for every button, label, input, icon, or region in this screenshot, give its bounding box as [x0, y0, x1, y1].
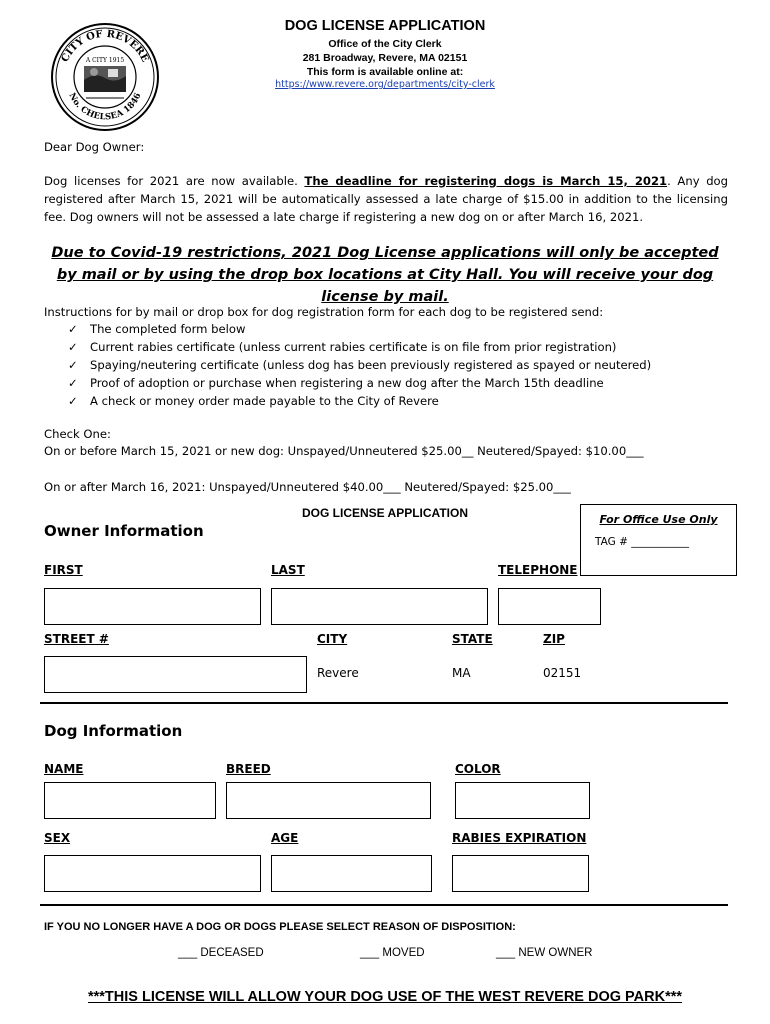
telephone-label: TELEPHONE: [498, 563, 578, 577]
sex-field[interactable]: [44, 855, 261, 892]
checkmark-icon: ✓: [68, 376, 78, 390]
age-field[interactable]: [271, 855, 432, 892]
checklist-item: [68, 338, 651, 356]
checkmark-icon: ✓: [68, 340, 78, 354]
online-note: This form is available online at:: [306, 66, 464, 78]
city-value: Revere: [317, 666, 359, 680]
dog-park-notice: ***THIS LICENSE WILL ALLOW YOUR DOG USE OF THE WEST REVERE DOG PARK***: [87, 989, 682, 1005]
street-label: STREET #: [44, 632, 109, 646]
section-divider: [40, 702, 728, 704]
last-name-field[interactable]: [271, 588, 488, 625]
intro-paragraph: [44, 172, 728, 226]
checkmark-icon: ✓: [68, 322, 78, 336]
checkmark-icon: ✓: [68, 358, 78, 372]
seal-inner-text: A CITY 1915: [85, 57, 125, 64]
last-name-label: LAST: [271, 563, 305, 577]
color-label: COLOR: [455, 762, 501, 776]
disposition-moved[interactable]: ___ MOVED: [360, 947, 425, 959]
office-name: Office of the City Clerk: [328, 38, 442, 50]
first-name-field[interactable]: [44, 588, 261, 625]
intro-text-start: Dog licenses for 2021 are now available.: [44, 174, 305, 188]
dog-info-heading: Dog Information: [44, 722, 183, 740]
checklist-item-text: Current rabies certificate (unless current rabies certificate is on file from prior registration): [90, 340, 617, 354]
instructions-intro: Instructions for by mail or drop box for dog registration form for each dog to be registered send:: [44, 305, 604, 319]
state-label: STATE: [452, 632, 493, 646]
street-field[interactable]: [44, 656, 307, 693]
form-title: DOG LICENSE APPLICATION: [301, 506, 468, 520]
checklist-item: [68, 392, 651, 410]
zip-value: 02151: [543, 666, 582, 680]
telephone-field[interactable]: [498, 588, 601, 625]
first-name-label: FIRST: [44, 563, 83, 577]
covid-notice: Due to Covid-19 restrictions, 2021 Dog License applications will only be accepted by mail or by using the drop box locations at City Hall. You will receive your dog license by mail.: [51, 245, 719, 305]
greeting: Dear Dog Owner:: [44, 140, 145, 154]
seal-bottom-text: No. CHELSEA 1846: [66, 91, 144, 123]
fee-line-before-deadline[interactable]: On or before March 15, 2021 or new dog: Unspayed/Unneutered $25.00__ Neutered/Spayed: $10.00___: [44, 444, 644, 458]
breed-field[interactable]: [226, 782, 431, 819]
page-title: DOG LICENSE APPLICATION: [284, 18, 486, 34]
city-label: CITY: [317, 632, 348, 646]
registration-deadline: The deadline for registering dogs is March 15, 2021: [304, 174, 668, 188]
checklist-item-text: A check or money order made payable to the City of Revere: [90, 394, 439, 408]
disposition-deceased[interactable]: ___ DECEASED: [178, 947, 264, 959]
state-value: MA: [452, 666, 471, 680]
age-label: AGE: [271, 831, 299, 845]
checklist-item: [68, 356, 651, 374]
city-seal: [50, 20, 160, 135]
dog-name-field[interactable]: [44, 782, 216, 819]
section-divider: [40, 904, 728, 906]
form-url-link[interactable]: https://www.revere.org/departments/city-clerk: [275, 79, 495, 90]
rabies-expiration-field[interactable]: [452, 855, 589, 892]
sex-label: SEX: [44, 831, 71, 845]
disposition-prompt: IF YOU NO LONGER HAVE A DOG OR DOGS PLEASE SELECT REASON OF DISPOSITION:: [44, 921, 516, 933]
office-use-label: For Office Use Only: [599, 513, 718, 526]
intro-text-end: . Any dog registered after March 15, 2021 will be automatically assessed a late charge of $15.00 in addition to the licensing fee. Dog owners will not be assessed a late charge if registering a new dog on or after March 16, 2021.: [44, 174, 728, 224]
form-url[interactable]: [235, 79, 535, 90]
checklist-item: [68, 374, 651, 392]
disposition-new-owner[interactable]: ___ NEW OWNER: [496, 947, 593, 959]
checklist-item-text: Proof of adoption or purchase when registering a new dog after the March 15th deadline: [90, 376, 604, 390]
office-use-box: [580, 504, 737, 576]
breed-label: BREED: [226, 762, 271, 776]
seal-top-text: CITY OF REVERE: [59, 28, 151, 65]
checklist-item-text: The completed form below: [90, 322, 246, 336]
checklist-item: [68, 320, 651, 338]
rabies-expiration-label: RABIES EXPIRATION: [452, 831, 587, 845]
dog-name-label: NAME: [44, 762, 84, 776]
tag-number-field: TAG # ___________: [595, 536, 689, 548]
checklist-item-text: Spaying/neutering certificate (unless dog has been previously registered as spayed or neutered): [90, 358, 652, 372]
owner-info-heading: Owner Information: [44, 522, 204, 540]
zip-label: ZIP: [543, 632, 565, 646]
office-address: 281 Broadway, Revere, MA 02151: [302, 52, 468, 64]
fee-line-after-deadline[interactable]: On or after March 16, 2021: Unspayed/Unneutered $40.00___ Neutered/Spayed: $25.00___: [44, 480, 571, 494]
checklist: [68, 320, 651, 410]
check-one-label: Check One:: [44, 427, 111, 441]
city-seal-icon: [50, 20, 160, 135]
color-field[interactable]: [455, 782, 590, 819]
checkmark-icon: ✓: [68, 394, 78, 408]
